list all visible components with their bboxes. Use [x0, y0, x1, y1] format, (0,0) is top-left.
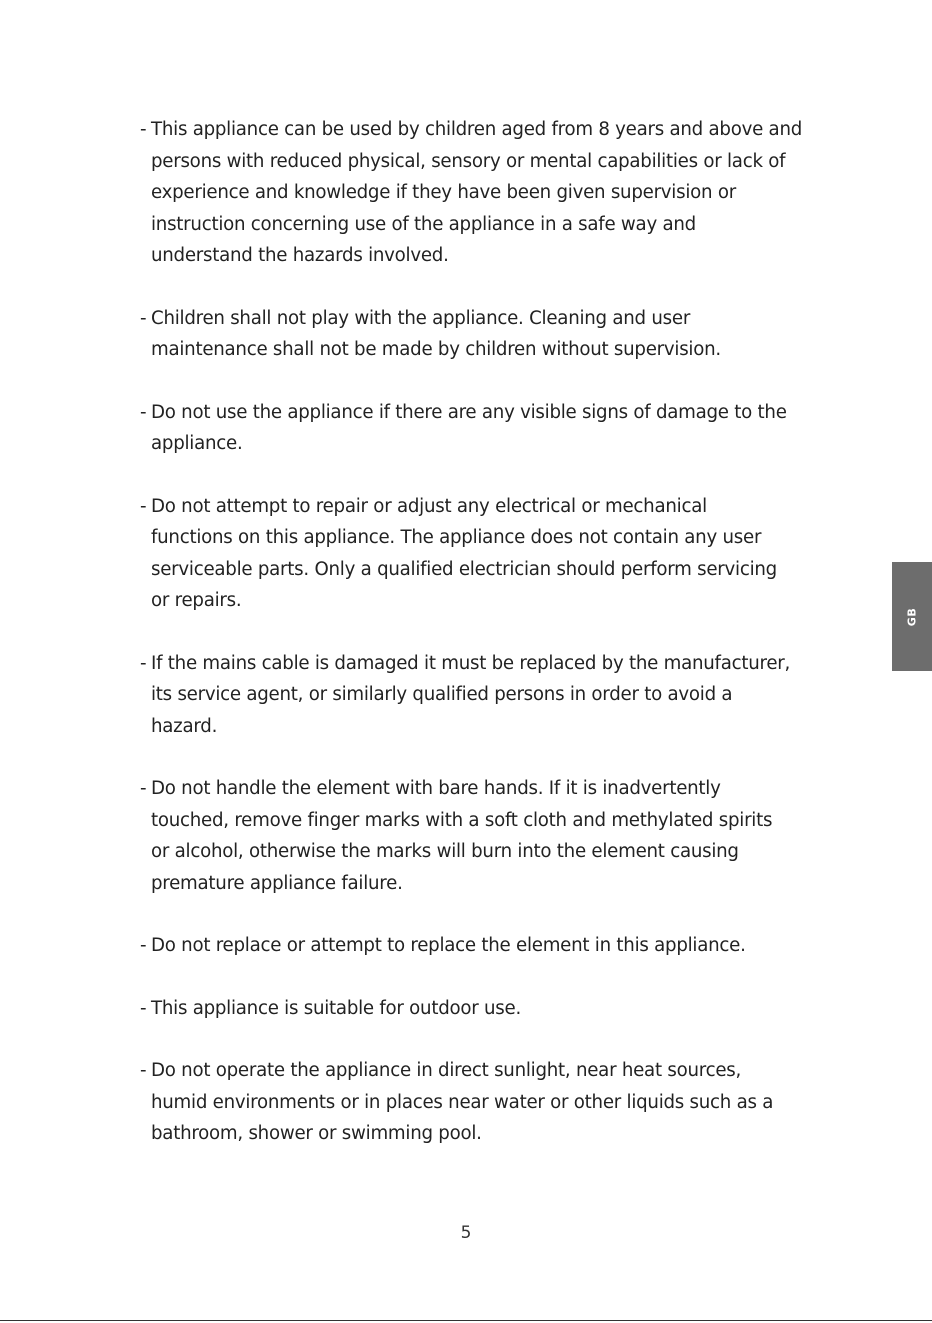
item-line: maintenance shall not be made by children without supervision. [151, 339, 721, 360]
list-item [140, 491, 805, 617]
list-item [140, 303, 805, 366]
bottom-divider [0, 1320, 932, 1321]
item-line: Do not use the appliance if there are any visible signs of damage to the [151, 401, 787, 423]
bullet-dash: - [140, 401, 147, 423]
list-item [140, 114, 805, 272]
language-tab-label: GB [905, 607, 919, 626]
item-line: Children shall not play with the appliance. Cleaning and user [151, 307, 691, 329]
language-tab [892, 562, 932, 671]
item-line: This appliance can be used by children aged from 8 years and above and [151, 119, 803, 140]
bullet-dash: - [140, 1060, 147, 1081]
item-line: touched, remove finger marks with a soft cloth and methylated spirits [151, 809, 773, 831]
item-line: experience and knowledge if they have been given supervision or [151, 182, 736, 203]
item-line: its service agent, or similarly qualified persons in order to avoid a [151, 684, 733, 705]
list-item [140, 993, 805, 1025]
item-line: hazard. [151, 715, 218, 737]
item-line: This appliance is suitable for outdoor use. [151, 997, 521, 1019]
item-line: humid environments or in places near water or other liquids such as a [151, 1091, 774, 1113]
item-line: instruction concerning use of the appliance in a safe way and [151, 213, 696, 235]
item-line: Do not handle the element with bare hands. If it is inadvertently [151, 778, 721, 799]
list-item [140, 397, 805, 460]
item-line: Do not operate the appliance in direct sunlight, near heat sources, [151, 1060, 742, 1081]
list-item [140, 773, 805, 899]
item-line: serviceable parts. Only a qualified electrician should perform servicing [151, 558, 777, 580]
item-line: premature appliance failure. [151, 872, 403, 894]
item-line: understand the hazards involved. [151, 245, 449, 266]
list-item [140, 930, 805, 962]
item-line: persons with reduced physical, sensory or mental capabilities or lack of [151, 150, 786, 172]
bullet-dash: - [140, 997, 147, 1019]
item-line: functions on this appliance. The appliance does not contain any user [151, 527, 762, 548]
item-line: or repairs. [151, 590, 242, 611]
item-line: Do not attempt to repair or adjust any electrical or mechanical [151, 495, 707, 517]
bullet-dash: - [140, 778, 147, 799]
bullet-dash: - [140, 652, 147, 674]
item-line: appliance. [151, 433, 243, 454]
item-line: If the mains cable is damaged it must be replaced by the manufacturer, [151, 652, 791, 674]
page-number: 5 [460, 1223, 472, 1243]
item-line: or alcohol, otherwise the marks will burn into the element causing [151, 841, 739, 862]
bullet-dash: - [140, 307, 147, 329]
list-item [140, 1055, 805, 1150]
safety-instructions-list [140, 114, 805, 1181]
bullet-dash: - [140, 935, 147, 956]
bullet-dash: - [140, 119, 147, 140]
bullet-dash: - [140, 495, 147, 517]
item-line: bathroom, shower or swimming pool. [151, 1123, 482, 1144]
list-item [140, 648, 805, 743]
item-line: Do not replace or attempt to replace the element in this appliance. [151, 935, 746, 956]
